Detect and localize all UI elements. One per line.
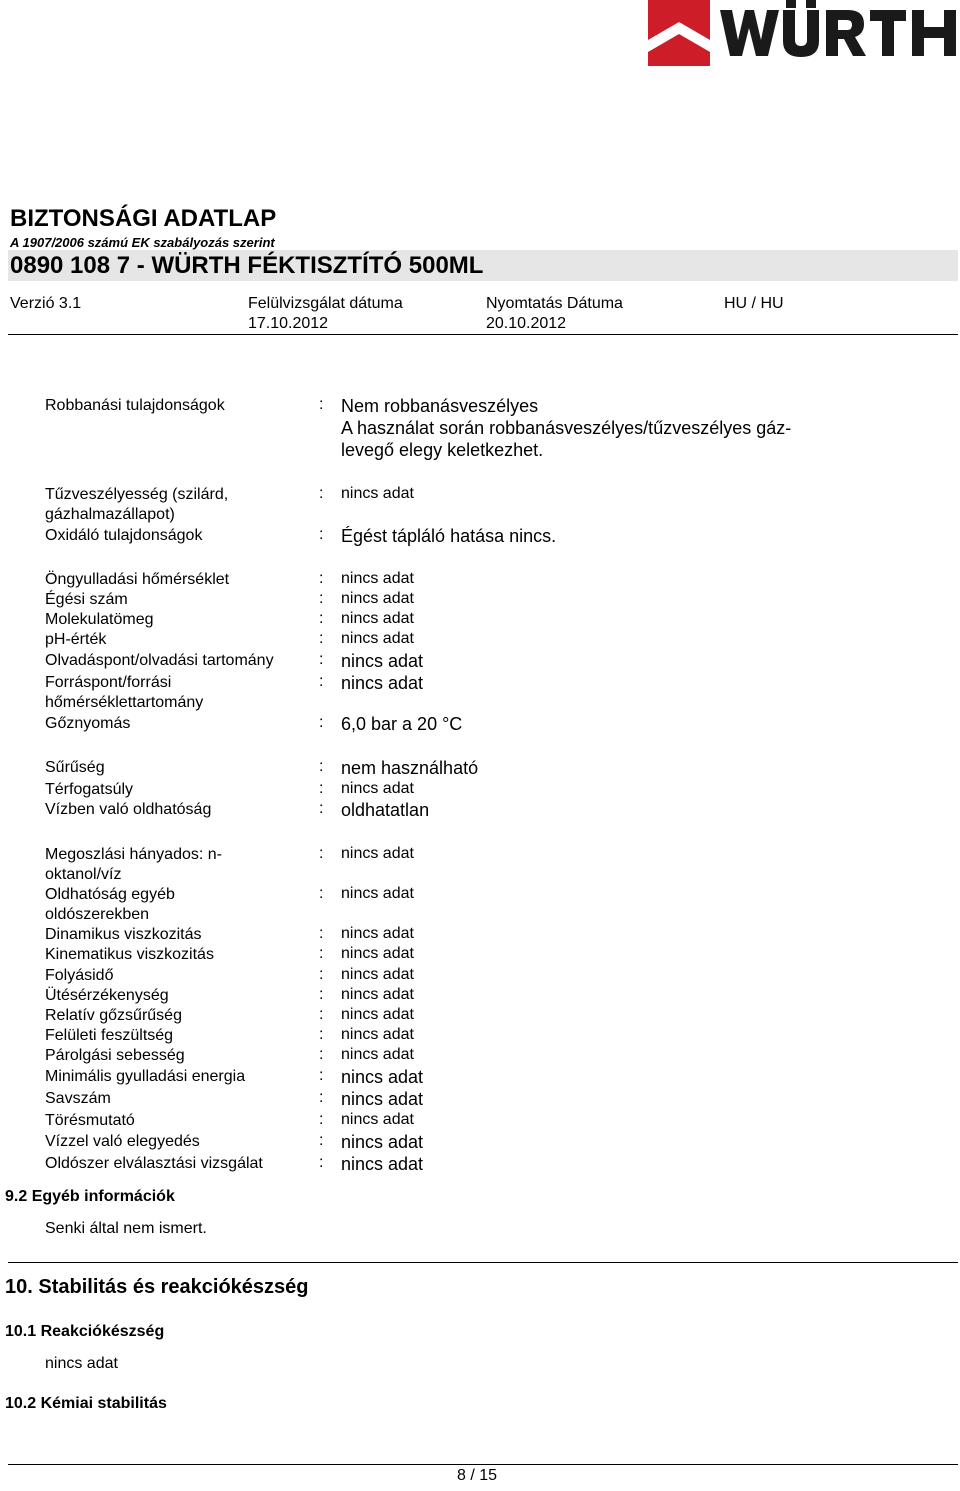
section-9-2-title: 9.2 Egyéb információk xyxy=(5,1188,175,1205)
prop-label-toresmutato: Törésmutató xyxy=(45,1112,135,1129)
wurth-logo xyxy=(648,0,960,66)
colon: : xyxy=(319,526,324,543)
prop-value-folyasido: nincs adat xyxy=(341,966,414,983)
colon: : xyxy=(319,945,324,962)
print-date: 20.10.2012 xyxy=(486,315,567,332)
prop-label-oldoszer: Oldószer elválasztási vizsgálat xyxy=(45,1155,263,1172)
document-title: BIZTONSÁGI ADATLAP xyxy=(10,205,277,232)
regulation-subtitle: A 1907/2006 számú EK szabályozás szerint xyxy=(10,235,275,250)
colon: : xyxy=(319,1046,324,1063)
prop-label-olvadaspont: Olvadáspont/olvadási tartomány xyxy=(45,652,274,669)
product-name: 0890 108 7 - WÜRTH FÉKTISZTÍTÓ 500ML xyxy=(10,252,484,279)
prop-value-feluleti: nincs adat xyxy=(341,1026,414,1043)
logo-wordmark xyxy=(720,0,956,57)
colon: : xyxy=(319,396,324,413)
colon: : xyxy=(319,673,324,690)
colon: : xyxy=(319,1067,324,1084)
revision-label: Felülvizsgálat dátuma xyxy=(248,295,403,312)
colon: : xyxy=(319,845,324,862)
colon: : xyxy=(319,800,324,817)
colon: : xyxy=(319,630,324,647)
section-10-title: 10. Stabilitás és reakciókészség xyxy=(5,1276,309,1298)
colon: : xyxy=(319,885,324,902)
prop-value-molekulatomeg: nincs adat xyxy=(341,610,414,627)
colon: : xyxy=(319,714,324,731)
colon: : xyxy=(319,570,324,587)
prop-value-tuzveszely: nincs adat xyxy=(341,485,414,502)
prop-value-toresmutato: nincs adat xyxy=(341,1111,414,1128)
prop-value-parolgasi: nincs adat xyxy=(341,1046,414,1063)
colon: : xyxy=(319,1006,324,1023)
colon: : xyxy=(319,590,324,607)
prop-value-oldhatosag-egyeb: nincs adat xyxy=(341,885,414,902)
prop-label-vizzel: Vízzel való elegyedés xyxy=(45,1133,200,1150)
prop-label-kinematikus: Kinematikus viszkozitás xyxy=(45,946,214,963)
prop-label-molekulatomeg: Molekulatömeg xyxy=(45,611,154,628)
colon: : xyxy=(319,1089,324,1106)
language: HU / HU xyxy=(724,295,784,312)
prop-label-feluleti: Felületi feszültség xyxy=(45,1027,174,1044)
colon: : xyxy=(319,485,324,502)
section-9-2-text: Senki által nem ismert. xyxy=(45,1220,207,1237)
prop-value-terfogatsuly: nincs adat xyxy=(341,780,414,797)
prop-label-terfogatsuly: Térfogatsúly xyxy=(45,781,134,798)
prop-label-parolgasi: Párolgási sebesség xyxy=(45,1047,185,1064)
prop-value-utesérzekenyseg: nincs adat xyxy=(341,986,414,1003)
prop-value-robbanasi-3: levegő elegy keletkezhet. xyxy=(341,440,544,460)
prop-value-oldoszer: nincs adat xyxy=(341,1154,424,1174)
prop-label-savszam: Savszám xyxy=(45,1090,111,1107)
prop-value-kinematikus: nincs adat xyxy=(341,945,414,962)
print-label: Nyomtatás Dátuma xyxy=(486,295,623,312)
prop-value-robbanasi: Nem robbanásveszélyes xyxy=(341,396,539,416)
colon: : xyxy=(319,651,324,668)
section-10-1-text: nincs adat xyxy=(45,1355,118,1372)
prop-value-savszam: nincs adat xyxy=(341,1089,424,1109)
colon: : xyxy=(319,1132,324,1149)
colon: : xyxy=(319,966,324,983)
prop-value-megoszlasi: nincs adat xyxy=(341,845,414,862)
prop-label-tuzveszely: Tűzveszélyesség (szilárd, gázhalmazállapot) xyxy=(45,486,229,523)
prop-label-robbanasi: Robbanási tulajdonságok xyxy=(45,397,225,414)
prop-label-goznyomas: Gőznyomás xyxy=(45,715,131,732)
prop-label-oxidalo: Oxidáló tulajdonságok xyxy=(45,527,203,544)
prop-value-ph: nincs adat xyxy=(341,630,414,647)
colon: : xyxy=(319,925,324,942)
section-10-2-title: 10.2 Kémiai stabilitás xyxy=(5,1395,167,1412)
prop-value-vizben: oldhatatlan xyxy=(341,800,430,820)
prop-label-ongyulladasi: Öngyulladási hőmérséklet xyxy=(45,571,230,588)
prop-label-minimalis: Minimális gyulladási energia xyxy=(45,1068,246,1085)
prop-label-oldhatosag-egyeb: Oldhatóság egyéb oldószerekben xyxy=(45,886,175,923)
prop-value-ongyulladasi: nincs adat xyxy=(341,570,414,587)
prop-value-robbanasi-2: A használat során robbanásveszélyes/tűzveszélyes gáz- xyxy=(341,418,792,438)
prop-value-forraspont: nincs adat xyxy=(341,673,424,693)
colon: : xyxy=(319,1154,324,1171)
colon: : xyxy=(319,1026,324,1043)
revision-date: 17.10.2012 xyxy=(248,315,329,332)
colon: : xyxy=(319,986,324,1003)
footer-divider xyxy=(8,1464,958,1465)
prop-value-egesi: nincs adat xyxy=(341,590,414,607)
prop-label-vizben: Vízben való oldhatóság xyxy=(45,801,212,818)
prop-value-vizzel: nincs adat xyxy=(341,1132,424,1152)
colon: : xyxy=(319,758,324,775)
prop-value-minimalis: nincs adat xyxy=(341,1067,424,1087)
prop-label-dinamikus: Dinamikus viszkozitás xyxy=(45,926,202,943)
prop-label-utesérzekenyseg: Ütésérzékenység xyxy=(45,987,169,1004)
section-10-1-title: 10.1 Reakciókészség xyxy=(5,1323,165,1340)
prop-label-suruseg: Sűrűség xyxy=(45,759,105,776)
colon: : xyxy=(319,780,324,797)
prop-value-dinamikus: nincs adat xyxy=(341,925,414,942)
prop-label-relativ: Relatív gőzsűrűség xyxy=(45,1007,182,1024)
prop-label-ph: pH-érték xyxy=(45,631,107,648)
prop-value-olvadaspont: nincs adat xyxy=(341,651,424,671)
colon: : xyxy=(319,1111,324,1128)
header-divider xyxy=(8,334,958,335)
prop-label-egesi: Égési szám xyxy=(45,591,128,608)
prop-value-suruseg: nem használható xyxy=(341,758,479,778)
section-divider xyxy=(8,1262,958,1263)
prop-value-relativ: nincs adat xyxy=(341,1006,414,1023)
prop-label-megoszlasi: Megoszlási hányados: n-oktanol/víz xyxy=(45,846,222,883)
prop-label-folyasido: Folyásidő xyxy=(45,967,114,984)
colon: : xyxy=(319,610,324,627)
prop-value-goznyomas: 6,0 bar a 20 °C xyxy=(341,714,463,734)
prop-value-oxidalo: Égést tápláló hatása nincs. xyxy=(341,526,557,546)
version: Verzió 3.1 xyxy=(10,295,82,312)
page-number: 8 / 15 xyxy=(457,1467,498,1484)
prop-label-forraspont: Forráspont/forrási hőmérséklettartomány xyxy=(45,674,204,711)
